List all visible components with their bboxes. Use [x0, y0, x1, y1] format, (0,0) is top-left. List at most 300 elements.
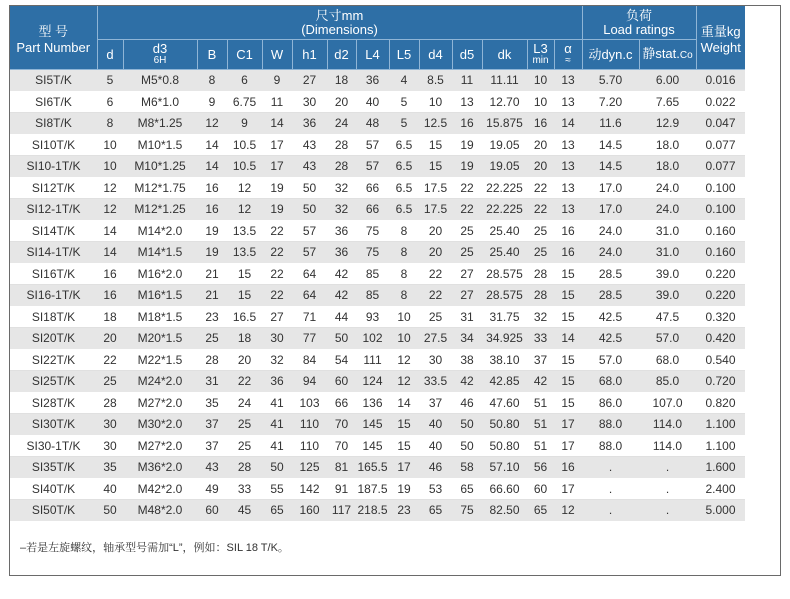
- table-cell: 22.225: [482, 199, 527, 221]
- table-cell: 66: [327, 392, 356, 414]
- table-cell: 22: [452, 199, 482, 221]
- col-L3: [527, 40, 554, 70]
- table-cell: 187.5: [356, 478, 389, 500]
- col-dyn: 动dyn.c: [582, 40, 639, 70]
- table-cell: 27: [452, 263, 482, 285]
- table-cell: 53: [419, 478, 452, 500]
- table-cell: 50: [292, 199, 327, 221]
- table-cell: 9: [262, 70, 292, 92]
- table-cell: 37: [527, 349, 554, 371]
- table-cell: 9: [227, 113, 262, 135]
- table-cell: 27: [452, 285, 482, 307]
- table-row: [10, 220, 745, 242]
- header-load-en: Load ratings: [603, 21, 675, 37]
- table-cell: 12: [97, 177, 123, 199]
- table-cell: M5*0.8: [123, 70, 197, 92]
- table-cell: 16: [197, 199, 227, 221]
- table-cell: 43: [292, 156, 327, 178]
- header-weight: [696, 6, 745, 70]
- table-cell: 85: [356, 263, 389, 285]
- table-cell: 19: [197, 220, 227, 242]
- col-stat-label: 静stat.: [642, 45, 680, 61]
- col-L5: L5: [389, 40, 419, 70]
- table-row: [10, 177, 745, 199]
- table-cell: 6.75: [227, 91, 262, 113]
- table-cell: 25: [227, 435, 262, 457]
- table-cell: 13: [554, 91, 582, 113]
- table-cell: 25.40: [482, 220, 527, 242]
- table-cell: 14: [197, 156, 227, 178]
- table-cell: M42*2.0: [123, 478, 197, 500]
- table-cell: 125: [292, 457, 327, 479]
- table-cell: M20*1.5: [123, 328, 197, 350]
- table-cell: 16: [197, 177, 227, 199]
- table-cell: 5.000: [696, 500, 745, 522]
- col-d: d: [97, 40, 123, 70]
- table-cell: 19: [389, 478, 419, 500]
- table-cell: 25.40: [482, 242, 527, 264]
- table-cell: 24.0: [639, 199, 696, 221]
- col-d4: d4: [419, 40, 452, 70]
- table-cell: 102: [356, 328, 389, 350]
- part-number-cell: SI30T/K: [10, 414, 97, 436]
- table-cell: 50.80: [482, 435, 527, 457]
- table-cell: 12.5: [419, 113, 452, 135]
- table-cell: 25: [419, 306, 452, 328]
- table-cell: 37: [197, 414, 227, 436]
- table-cell: 19.05: [482, 156, 527, 178]
- table-cell: 45: [227, 500, 262, 522]
- table-cell: 0.047: [696, 113, 745, 135]
- table-cell: 6.5: [389, 177, 419, 199]
- table-cell: 22.225: [482, 177, 527, 199]
- table-cell: 42: [327, 263, 356, 285]
- part-number-cell: SI28T/K: [10, 392, 97, 414]
- table-cell: 57: [292, 242, 327, 264]
- table-cell: 5: [389, 113, 419, 135]
- table-cell: 21: [197, 263, 227, 285]
- table-cell: 15: [554, 371, 582, 393]
- table-cell: 22: [97, 349, 123, 371]
- table-cell: 25: [527, 220, 554, 242]
- table-cell: 15.875: [482, 113, 527, 135]
- table-cell: 16: [452, 113, 482, 135]
- table-cell: 28.5: [582, 285, 639, 307]
- table-cell: 8: [197, 70, 227, 92]
- table-cell: 41: [262, 414, 292, 436]
- table-cell: 50: [292, 177, 327, 199]
- table-cell: 10: [527, 70, 554, 92]
- table-cell: M14*2.0: [123, 220, 197, 242]
- table-cell: .: [639, 500, 696, 522]
- table-row: [10, 91, 745, 113]
- table-cell: 22: [419, 263, 452, 285]
- table-cell: 50: [262, 457, 292, 479]
- table-cell: 25: [452, 220, 482, 242]
- part-number-cell: SI50T/K: [10, 500, 97, 522]
- table-cell: 16: [527, 113, 554, 135]
- header-dims-en: (Dimensions): [301, 21, 378, 37]
- table-cell: 15: [389, 435, 419, 457]
- table-cell: 20: [327, 91, 356, 113]
- table-cell: 65: [452, 478, 482, 500]
- table-cell: 25: [197, 328, 227, 350]
- table-cell: 50: [327, 328, 356, 350]
- table-cell: 19.05: [482, 134, 527, 156]
- table-cell: 14: [389, 392, 419, 414]
- table-cell: 56: [527, 457, 554, 479]
- table-cell: 15: [419, 156, 452, 178]
- table-cell: 0.220: [696, 285, 745, 307]
- table-cell: 28: [327, 156, 356, 178]
- table-cell: 0.077: [696, 156, 745, 178]
- table-row: [10, 392, 745, 414]
- table-cell: 77: [292, 328, 327, 350]
- header-model-cn: 型 号: [38, 23, 69, 39]
- table-cell: 50.80: [482, 414, 527, 436]
- table-cell: 85.0: [639, 371, 696, 393]
- table-cell: 18.0: [639, 156, 696, 178]
- table-cell: 5.70: [582, 70, 639, 92]
- table-cell: 28.5: [582, 263, 639, 285]
- table-cell: 145: [356, 435, 389, 457]
- table-row: [10, 457, 745, 479]
- part-number-cell: SI35T/K: [10, 457, 97, 479]
- table-cell: 20: [97, 328, 123, 350]
- col-h1: h1: [292, 40, 327, 70]
- table-cell: 38.10: [482, 349, 527, 371]
- table-cell: 136: [356, 392, 389, 414]
- table-cell: 13: [554, 134, 582, 156]
- table-cell: 28: [197, 349, 227, 371]
- part-number-cell: SI22T/K: [10, 349, 97, 371]
- table-cell: 36: [262, 371, 292, 393]
- table-cell: 20: [227, 349, 262, 371]
- table-cell: 12: [554, 500, 582, 522]
- table-cell: 88.0: [582, 414, 639, 436]
- table-cell: M36*2.0: [123, 457, 197, 479]
- header-part-number: [10, 6, 97, 70]
- col-stat: [639, 40, 696, 70]
- table-row: [10, 263, 745, 285]
- table-cell: 33.5: [419, 371, 452, 393]
- table-cell: 10: [389, 306, 419, 328]
- part-number-cell: SI16T/K: [10, 263, 97, 285]
- table-cell: 5: [97, 70, 123, 92]
- table-cell: 57: [292, 220, 327, 242]
- table-cell: 71: [292, 306, 327, 328]
- table-cell: 39.0: [639, 263, 696, 285]
- table-cell: 33: [527, 328, 554, 350]
- table-cell: 66.60: [482, 478, 527, 500]
- table-cell: 0.100: [696, 199, 745, 221]
- table-cell: 57.0: [582, 349, 639, 371]
- part-number-cell: SI8T/K: [10, 113, 97, 135]
- table-cell: 91: [327, 478, 356, 500]
- table-cell: 218.5: [356, 500, 389, 522]
- table-cell: 15: [554, 392, 582, 414]
- table-cell: 70: [327, 435, 356, 457]
- table-cell: 23: [197, 306, 227, 328]
- table-cell: 16: [554, 242, 582, 264]
- table-cell: 0.100: [696, 177, 745, 199]
- table-cell: 10: [527, 91, 554, 113]
- table-cell: 16: [554, 457, 582, 479]
- table-cell: 6.00: [639, 70, 696, 92]
- table-cell: 57: [356, 156, 389, 178]
- header-weight-cn: 重量kg: [700, 23, 741, 39]
- table-row: [10, 328, 745, 350]
- table-cell: 55: [262, 478, 292, 500]
- table-cell: 8: [389, 220, 419, 242]
- table-cell: 114.0: [639, 414, 696, 436]
- table-cell: 27: [262, 306, 292, 328]
- table-cell: M6*1.0: [123, 91, 197, 113]
- table-cell: 13: [452, 91, 482, 113]
- table-cell: 12.70: [482, 91, 527, 113]
- table-cell: 28: [227, 457, 262, 479]
- table-cell: 6.5: [389, 134, 419, 156]
- col-d3: [123, 40, 197, 70]
- table-cell: 16.5: [227, 306, 262, 328]
- table-row: [10, 134, 745, 156]
- table-cell: M16*1.5: [123, 285, 197, 307]
- table-row: [10, 113, 745, 135]
- table-cell: 32: [327, 199, 356, 221]
- table-cell: 39.0: [639, 285, 696, 307]
- table-cell: 48: [356, 113, 389, 135]
- table-cell: M14*1.5: [123, 242, 197, 264]
- table-cell: 111: [356, 349, 389, 371]
- col-L3-sub: min: [532, 54, 549, 66]
- table-cell: 17: [262, 156, 292, 178]
- table-cell: 12: [197, 113, 227, 135]
- table-cell: 40: [356, 91, 389, 113]
- table-cell: 14: [197, 134, 227, 156]
- table-cell: 28.575: [482, 263, 527, 285]
- table-row: [10, 70, 745, 92]
- table-cell: 24.0: [582, 242, 639, 264]
- table-cell: 93: [356, 306, 389, 328]
- table-cell: 0.077: [696, 134, 745, 156]
- table-cell: 42: [327, 285, 356, 307]
- table-cell: 50: [97, 500, 123, 522]
- table-cell: 15: [554, 349, 582, 371]
- table-cell: 31.75: [482, 306, 527, 328]
- table-cell: 17.5: [419, 177, 452, 199]
- table-cell: 86.0: [582, 392, 639, 414]
- table-cell: 15: [419, 134, 452, 156]
- table-cell: 12: [389, 349, 419, 371]
- part-number-cell: SI20T/K: [10, 328, 97, 350]
- table-cell: 30: [292, 91, 327, 113]
- header-load-ratings: [582, 6, 696, 40]
- table-cell: M16*2.0: [123, 263, 197, 285]
- table-cell: 44: [327, 306, 356, 328]
- table-row: [10, 285, 745, 307]
- table-cell: 0.720: [696, 371, 745, 393]
- table-cell: 0.420: [696, 328, 745, 350]
- table-cell: 66: [356, 177, 389, 199]
- table-cell: 124: [356, 371, 389, 393]
- table-cell: 42: [527, 371, 554, 393]
- table-cell: 75: [452, 500, 482, 522]
- header-weight-en: Weight: [700, 39, 741, 55]
- table-cell: 82.50: [482, 500, 527, 522]
- table-cell: 17.0: [582, 177, 639, 199]
- col-W: W: [262, 40, 292, 70]
- table-cell: 20: [419, 242, 452, 264]
- table-cell: 30: [97, 435, 123, 457]
- table-cell: 117: [327, 500, 356, 522]
- table-cell: 8.5: [419, 70, 452, 92]
- table-cell: 60: [327, 371, 356, 393]
- part-number-cell: SI12T/K: [10, 177, 97, 199]
- table-cell: 17.0: [582, 199, 639, 221]
- table-cell: 42.5: [582, 306, 639, 328]
- table-cell: 20: [527, 156, 554, 178]
- table-cell: 13: [554, 177, 582, 199]
- part-number-cell: SI16-1T/K: [10, 285, 97, 307]
- table-cell: 36: [292, 113, 327, 135]
- table-cell: 0.540: [696, 349, 745, 371]
- table-cell: 16: [554, 220, 582, 242]
- table-cell: 4: [389, 70, 419, 92]
- table-cell: 65: [527, 500, 554, 522]
- left-hand-thread-note: –若是左旋螺纹，轴承型号需加“L”，例如：SIL 18 T/K。: [20, 542, 289, 554]
- table-cell: 11: [262, 91, 292, 113]
- table-cell: 50: [452, 435, 482, 457]
- rod-end-spec-table: [10, 6, 745, 522]
- table-cell: 84: [292, 349, 327, 371]
- table-cell: 57.10: [482, 457, 527, 479]
- table-cell: 14: [262, 113, 292, 135]
- table-cell: 40: [419, 414, 452, 436]
- table-cell: 13.5: [227, 242, 262, 264]
- table-cell: M18*1.5: [123, 306, 197, 328]
- table-cell: 68.0: [582, 371, 639, 393]
- table-cell: 51: [527, 392, 554, 414]
- table-cell: 19: [452, 134, 482, 156]
- col-L3-label: L3: [533, 40, 548, 56]
- table-cell: 40: [97, 478, 123, 500]
- part-number-cell: SI12-1T/K: [10, 199, 97, 221]
- table-cell: 12: [389, 371, 419, 393]
- table-cell: 32: [262, 349, 292, 371]
- table-cell: 18: [327, 70, 356, 92]
- table-cell: 7.65: [639, 91, 696, 113]
- table-cell: 9: [197, 91, 227, 113]
- table-cell: .: [582, 478, 639, 500]
- table-cell: 17: [262, 134, 292, 156]
- table-cell: 11.11: [482, 70, 527, 92]
- table-cell: 0.160: [696, 242, 745, 264]
- table-row: [10, 371, 745, 393]
- table-cell: 47.60: [482, 392, 527, 414]
- table-cell: 165.5: [356, 457, 389, 479]
- part-number-cell: SI14T/K: [10, 220, 97, 242]
- col-d3-label: d3: [152, 40, 168, 56]
- col-d5: d5: [452, 40, 482, 70]
- table-row: [10, 435, 745, 457]
- table-cell: 13.5: [227, 220, 262, 242]
- table-cell: 25: [527, 242, 554, 264]
- table-cell: 54: [327, 349, 356, 371]
- table-row: [10, 242, 745, 264]
- table-cell: 22: [527, 177, 554, 199]
- spec-table-body: [10, 70, 745, 522]
- table-cell: .: [582, 457, 639, 479]
- header-dims-cn: 尺寸mm: [315, 7, 364, 23]
- table-cell: 12: [227, 177, 262, 199]
- table-cell: 0.220: [696, 263, 745, 285]
- table-cell: 37: [419, 392, 452, 414]
- table-cell: 32: [527, 306, 554, 328]
- table-cell: 33: [227, 478, 262, 500]
- table-cell: 27.5: [419, 328, 452, 350]
- col-stat-sub: Co: [679, 49, 693, 61]
- part-number-cell: SI6T/K: [10, 91, 97, 113]
- table-cell: M24*2.0: [123, 371, 197, 393]
- table-cell: 22: [262, 285, 292, 307]
- part-number-cell: SI10-1T/K: [10, 156, 97, 178]
- table-cell: 103: [292, 392, 327, 414]
- table-cell: 51: [527, 435, 554, 457]
- table-cell: 36: [327, 242, 356, 264]
- table-row: [10, 306, 745, 328]
- table-cell: 15: [554, 306, 582, 328]
- table-cell: 30: [97, 414, 123, 436]
- table-cell: 34: [452, 328, 482, 350]
- table-cell: 25: [452, 242, 482, 264]
- table-cell: 19: [452, 156, 482, 178]
- table-cell: 58: [452, 457, 482, 479]
- col-C1: C1: [227, 40, 262, 70]
- table-cell: 25: [227, 414, 262, 436]
- table-cell: 94: [292, 371, 327, 393]
- table-cell: 22: [452, 177, 482, 199]
- table-cell: 47.5: [639, 306, 696, 328]
- table-cell: 24: [327, 113, 356, 135]
- table-cell: 49: [197, 478, 227, 500]
- table-cell: 46: [452, 392, 482, 414]
- part-number-cell: SI5T/K: [10, 70, 97, 92]
- table-cell: 5: [389, 91, 419, 113]
- table-cell: 66: [356, 199, 389, 221]
- table-cell: 24.0: [639, 177, 696, 199]
- table-cell: M27*2.0: [123, 435, 197, 457]
- table-cell: 6: [97, 91, 123, 113]
- table-cell: 43: [292, 134, 327, 156]
- part-number-cell: SI25T/K: [10, 371, 97, 393]
- table-cell: 28: [97, 392, 123, 414]
- table-cell: 37: [197, 435, 227, 457]
- header-model-en: Part Number: [16, 39, 91, 55]
- table-cell: 15: [227, 263, 262, 285]
- table-cell: 6: [227, 70, 262, 92]
- table-cell: M10*1.5: [123, 134, 197, 156]
- header-load-cn: 负荷: [625, 7, 652, 23]
- table-cell: 11.6: [582, 113, 639, 135]
- table-cell: 50: [452, 414, 482, 436]
- table-cell: 19: [262, 177, 292, 199]
- table-cell: 12: [227, 199, 262, 221]
- table-cell: 35: [97, 457, 123, 479]
- table-cell: 107.0: [639, 392, 696, 414]
- table-cell: 16: [97, 285, 123, 307]
- table-cell: 32: [327, 177, 356, 199]
- table-cell: 110: [292, 414, 327, 436]
